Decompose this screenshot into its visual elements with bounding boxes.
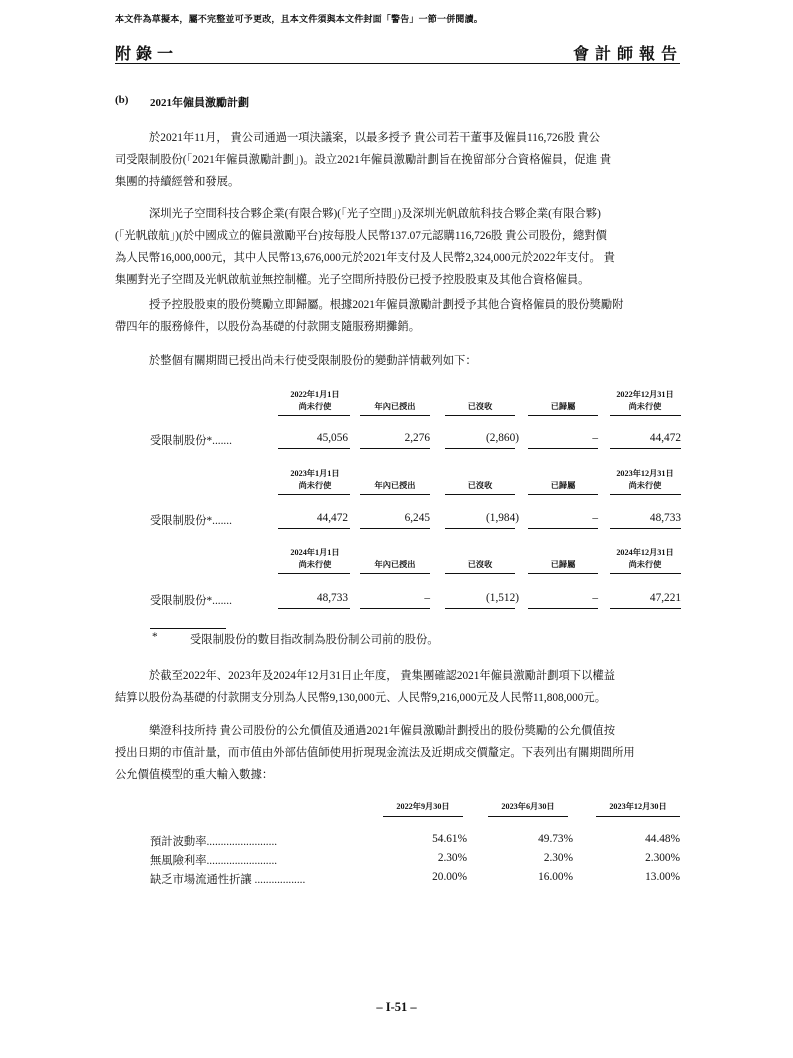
value-underline xyxy=(278,448,350,449)
col-header-closing xyxy=(606,547,684,571)
valuation-col-header-1: 2022年9月30日 xyxy=(396,802,450,811)
header-date: 2022年1月1日 xyxy=(290,390,340,399)
value-closing: 47,221 xyxy=(649,592,681,604)
paragraph-3 xyxy=(115,294,681,338)
value-underline xyxy=(278,528,350,529)
valuation-value: 13.00% xyxy=(645,871,680,883)
paragraph-line: 帶四年的服務條件，以股份為基礎的付款開支隨服務期攤銷。 xyxy=(115,321,421,333)
section-label: (b) xyxy=(115,94,129,106)
valuation-value: 2.30% xyxy=(437,852,467,864)
valuation-row-label: 預計波動率......................... xyxy=(150,836,278,848)
paragraph-4 xyxy=(115,350,681,372)
valuation-header-underline xyxy=(596,816,680,817)
value-underline xyxy=(445,448,515,449)
value-underline xyxy=(528,448,598,449)
footnote-rule xyxy=(150,628,226,629)
value-underline xyxy=(360,608,430,609)
valuation-col-header-3: 2023年12月30日 xyxy=(609,802,667,811)
header-rule xyxy=(115,63,680,64)
report-title: 會計師報告 xyxy=(572,44,683,63)
section-title: 2021年僱員激勵計劃 xyxy=(150,97,249,109)
value-forfeited: (1,512) xyxy=(486,592,519,604)
appendix-title: 附錄一 xyxy=(115,44,179,63)
valuation-row-label: 無風險利率......................... xyxy=(150,855,278,867)
valuation-row-label: 缺乏市場流通性折讓 .................. xyxy=(150,874,306,886)
paragraph-line: 於截至2022年、2023年及2024年12月31日止年度， 貴集團確認2021年僱員激勵計劃項下以權益 xyxy=(149,670,615,682)
header-sub: 尚未行使 xyxy=(298,560,332,569)
header-sub: 尚未行使 xyxy=(628,402,662,411)
value-vested: – xyxy=(592,432,598,444)
header-sub: 尚未行使 xyxy=(628,481,662,490)
header-sub: 尚未行使 xyxy=(628,560,662,569)
valuation-value: 16.00% xyxy=(538,871,573,883)
header-underline xyxy=(610,573,681,574)
value-closing: 44,472 xyxy=(649,432,681,444)
value-forfeited: (1,984) xyxy=(486,512,519,524)
draft-disclaimer: 本文件為草擬本，屬不完整並可予更改，且本文件須與本文件封面「警告」一節一併閱讀。 xyxy=(115,15,484,25)
header-underline xyxy=(278,494,350,495)
value-underline xyxy=(360,528,430,529)
header-underline xyxy=(445,494,515,495)
valuation-value: 20.00% xyxy=(432,871,467,883)
header-date: 2023年1月1日 xyxy=(290,469,340,478)
col-header-forfeited: 已沒收 xyxy=(467,481,493,490)
value-vested: – xyxy=(592,592,598,604)
value-vested: – xyxy=(592,512,598,524)
header-sub: 尚未行使 xyxy=(298,402,332,411)
col-header-vested: 已歸屬 xyxy=(550,481,576,490)
paragraph-line: (「光帆啟航」)(於中國成立的僱員激勵平台)按每股人民幣137.07元認購116,726股 貴公司股份，總對價 xyxy=(115,230,607,242)
col-header-forfeited: 已沒收 xyxy=(467,560,493,569)
paragraph-line: 於2021年11月， 貴公司通過一項決議案，以最多授予 貴公司若干董事及僱員116,726股 貴公 xyxy=(149,132,601,144)
header-date: 2023年12月31日 xyxy=(616,469,674,478)
value-granted: – xyxy=(424,592,430,604)
value-underline xyxy=(445,528,515,529)
paragraph-line: 司受限制股份(「2021年僱員激勵計劃」)。設立2021年僱員激勵計劃旨在挽留部分合資格僱員，促進 貴 xyxy=(115,154,612,166)
paragraph-line: 為人民幣16,000,000元，其中人民幣13,676,000元於2021年支付及人民幣2,324,000元於2022年支付。 貴 xyxy=(115,252,615,264)
paragraph-line: 深圳光子空間科技合夥企業(有限合夥)(「光子空間」)及深圳光帆啟航科技合夥企業(有限合夥) xyxy=(149,208,601,220)
paragraph-5 xyxy=(115,665,681,709)
header-underline xyxy=(528,415,598,416)
footnote-mark: * xyxy=(152,631,158,643)
valuation-value: 54.61% xyxy=(432,833,467,845)
paragraph-line: 集團的持續經營和發展。 xyxy=(115,176,240,188)
header-underline xyxy=(610,494,681,495)
paragraph-line: 授予控股股東的股份獎勵立即歸屬。根據2021年僱員激勵計劃授予其他合資格僱員的股份獎勵附 xyxy=(149,299,624,311)
header-date: 2022年12月31日 xyxy=(616,390,674,399)
value-underline xyxy=(278,608,350,609)
paragraph-2 xyxy=(115,203,681,291)
header-underline xyxy=(528,573,598,574)
paragraph-1 xyxy=(115,127,681,193)
value-underline xyxy=(360,448,430,449)
header-date: 2024年12月31日 xyxy=(616,548,674,557)
col-header-opening xyxy=(275,389,355,413)
row-label: 受限制股份*....... xyxy=(150,515,232,527)
value-granted: 6,245 xyxy=(404,512,430,524)
col-header-opening xyxy=(275,547,355,571)
header-date: 2024年1月1日 xyxy=(290,548,340,557)
row-label: 受限制股份*....... xyxy=(150,595,232,607)
col-header-vested: 已歸屬 xyxy=(550,402,576,411)
page-number: – I-51 – xyxy=(376,1000,417,1014)
value-opening: 44,472 xyxy=(316,512,348,524)
col-header-vested: 已歸屬 xyxy=(550,560,576,569)
value-closing: 48,733 xyxy=(649,512,681,524)
paragraph-line: 公允價值模型的重大輸入數據： xyxy=(115,769,274,781)
header-underline xyxy=(360,415,430,416)
value-opening: 48,733 xyxy=(316,592,348,604)
col-header-granted: 年內已授出 xyxy=(374,481,416,490)
value-underline xyxy=(445,608,515,609)
paragraph-line: 樂澄科技所持 貴公司股份的公允價值及通過2021年僱員激勵計劃授出的股份獎勵的公允價值按 xyxy=(149,725,616,737)
col-header-closing xyxy=(606,389,684,413)
header-sub: 尚未行使 xyxy=(298,481,332,490)
value-underline xyxy=(528,608,598,609)
paragraph-line: 結算以股份為基礎的付款開支分別為人民幣9,130,000元、人民幣9,216,000元及人民幣11,808,000元。 xyxy=(115,692,606,704)
valuation-value: 49.73% xyxy=(538,833,573,845)
valuation-header-underline xyxy=(383,816,463,817)
valuation-value: 44.48% xyxy=(645,833,680,845)
header-underline xyxy=(528,494,598,495)
valuation-header-underline xyxy=(488,816,568,817)
paragraph-6 xyxy=(115,720,681,786)
header-underline xyxy=(360,494,430,495)
value-forfeited: (2,860) xyxy=(486,432,519,444)
header-underline xyxy=(445,415,515,416)
valuation-value: 2.30% xyxy=(543,852,573,864)
valuation-value: 2.300% xyxy=(645,852,680,864)
header-underline xyxy=(610,415,681,416)
col-header-granted: 年內已授出 xyxy=(374,560,416,569)
col-header-closing xyxy=(606,468,684,492)
header-underline xyxy=(278,415,350,416)
value-underline xyxy=(610,608,681,609)
paragraph-line: 授出日期的市值計量，而市值由外部估值師使用折現現金流法及近期成交價釐定。下表列出有關期間所用 xyxy=(115,747,635,759)
value-underline xyxy=(610,528,681,529)
header-underline xyxy=(278,573,350,574)
value-opening: 45,056 xyxy=(316,432,348,444)
col-header-forfeited: 已沒收 xyxy=(467,402,493,411)
col-header-granted: 年內已授出 xyxy=(374,402,416,411)
paragraph-line: 集團對光子空間及光帆啟航並無控制權。光子空間所持股份已授予控股股東及其他合資格僱員。 xyxy=(115,274,590,286)
value-granted: 2,276 xyxy=(404,432,430,444)
footnote-text: 受限制股份的數目指改制為股份制公司前的股份。 xyxy=(190,634,439,646)
value-underline xyxy=(610,448,681,449)
valuation-col-header-2: 2023年6月30日 xyxy=(501,802,555,811)
row-label: 受限制股份*....... xyxy=(150,435,232,447)
paragraph-line: 於整個有關期間已授出尚未行使受限制股份的變動詳情載列如下： xyxy=(149,355,477,367)
header-underline xyxy=(360,573,430,574)
header-underline xyxy=(445,573,515,574)
value-underline xyxy=(528,528,598,529)
col-header-opening xyxy=(275,468,355,492)
